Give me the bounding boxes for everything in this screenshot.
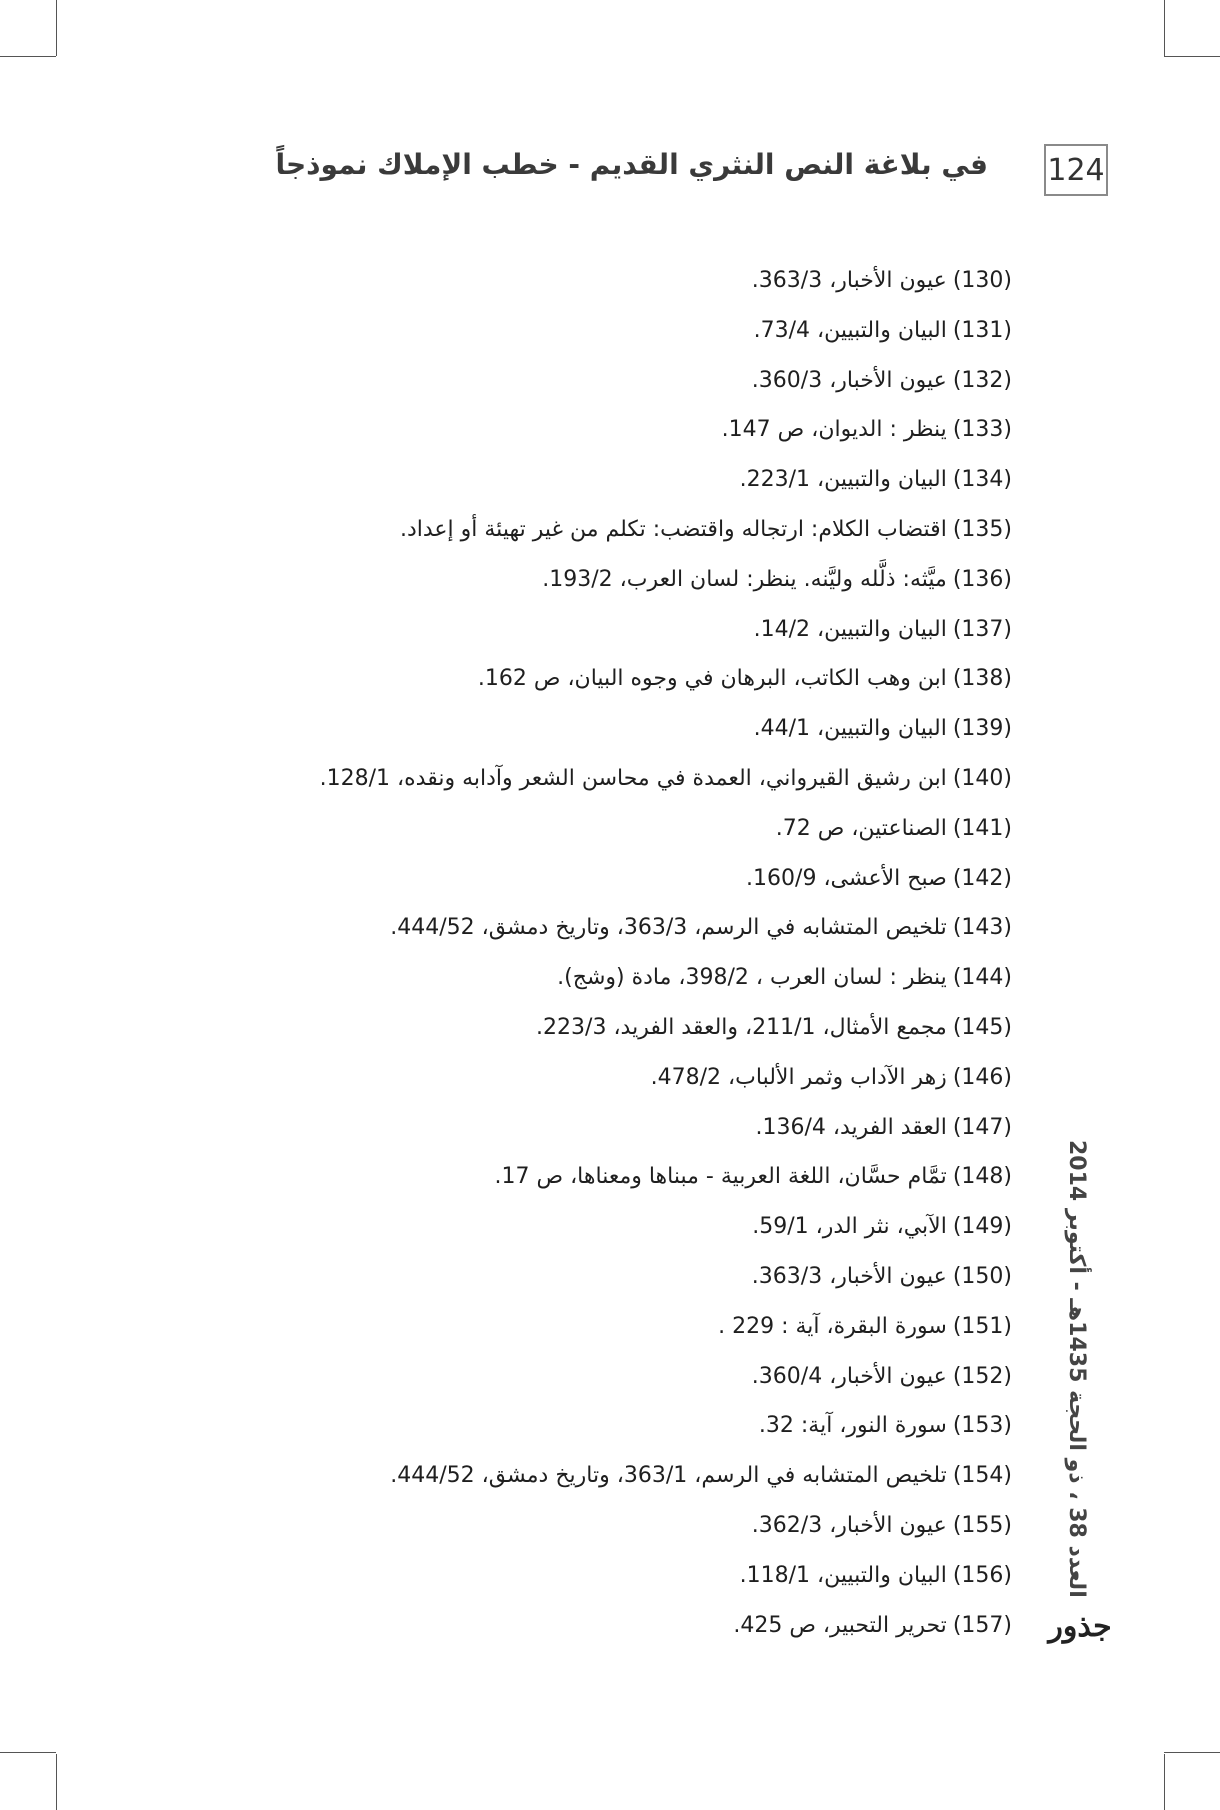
footnote-text: البيان والتبيين، 73/4. <box>753 317 947 343</box>
footnote-number: (149) <box>952 1214 1012 1240</box>
footnote-text: الصناعتين، ص 72. <box>775 815 947 841</box>
footnote-text: البيان والتبيين، 223/1. <box>739 467 947 493</box>
footnote-item <box>252 455 1012 505</box>
footnote-text: ينظر : لسان العرب ، 398/2، مادة (وشج). <box>557 965 947 991</box>
footnote-text: عيون الأخبار، 363/3. <box>751 1263 947 1289</box>
footnote-text: سورة النور، آية: 32. <box>758 1413 947 1439</box>
footnote-item <box>252 654 1012 704</box>
footnote-item <box>252 1601 1012 1651</box>
footnote-item <box>252 804 1012 854</box>
footnote-text: عيون الأخبار، 363/3. <box>751 268 947 293</box>
footnote-number: (134) <box>952 467 1012 493</box>
footnote-item <box>252 1401 1012 1451</box>
footnote-number: (157) <box>952 1612 1012 1638</box>
footnote-item <box>252 256 1012 306</box>
footnote-number: (139) <box>952 716 1012 742</box>
footnote-item <box>252 1202 1012 1252</box>
footnote-number: (152) <box>952 1363 1012 1389</box>
footnote-item <box>252 1302 1012 1352</box>
footnote-item <box>252 1352 1012 1402</box>
footnote-item <box>252 953 1012 1003</box>
footnote-number: (145) <box>952 1014 1012 1040</box>
footnote-text: البيان والتبيين، 118/1. <box>739 1562 947 1588</box>
footnote-text: تحرير التحبير، ص 425. <box>733 1612 947 1638</box>
footnote-item <box>252 356 1012 406</box>
crop-mark <box>0 56 56 57</box>
footnote-text: الآبي، نثر الدر، 59/1. <box>752 1214 947 1240</box>
footnote-number: (141) <box>952 815 1012 841</box>
footnote-item <box>252 1451 1012 1501</box>
footnote-text: مجمع الأمثال، 211/1، والعقد الفريد، 223/3. <box>536 1014 947 1040</box>
footnote-number: (138) <box>952 666 1012 692</box>
footnote-item <box>252 1501 1012 1551</box>
footnote-item <box>252 1152 1012 1202</box>
footnote-number: (156) <box>952 1562 1012 1588</box>
footnote-text: ميَّثه: ذلَّله وليَّنه. ينظر: لسان العرب، 193/2. <box>542 566 947 592</box>
running-title: في بلاغة النص النثري القديم - خطب الإملاك نموذجاً <box>275 148 988 181</box>
footnote-text: ابن وهب الكاتب، البرهان في وجوه البيان، ص 162. <box>477 666 947 692</box>
crop-mark <box>1164 1752 1220 1753</box>
footnote-number: (155) <box>952 1512 1012 1538</box>
footnote-text: تلخيص المتشابه في الرسم، 363/1، وتاريخ دمشق، 444/52. <box>390 1463 947 1489</box>
footnote-item <box>252 1053 1012 1103</box>
footnote-number: (144) <box>952 965 1012 991</box>
footnote-text: البيان والتبيين، 14/2. <box>753 616 947 642</box>
crop-mark <box>56 1754 57 1810</box>
footnote-item <box>252 1551 1012 1601</box>
footnote-item <box>252 405 1012 455</box>
footnote-text: صبح الأعشى، 160/9. <box>746 865 947 891</box>
footnote-number: (154) <box>952 1463 1012 1489</box>
footnote-text: زهر الآداب وثمر الألباب، 478/2. <box>650 1064 947 1090</box>
footnote-text: عيون الأخبار، 360/4. <box>751 1363 947 1389</box>
footnote-number: (142) <box>952 865 1012 891</box>
footnote-item <box>252 704 1012 754</box>
footnote-number: (143) <box>952 915 1012 941</box>
footnote-text: عيون الأخبار، 360/3. <box>751 367 947 393</box>
footnote-text: عيون الأخبار، 362/3. <box>751 1512 947 1538</box>
footnote-text: اقتضاب الكلام: ارتجاله واقتضب: تكلم من غير تهيئة أو إعداد. <box>399 516 947 542</box>
footnote-item <box>252 605 1012 655</box>
footnote-number: (130) <box>952 268 1012 293</box>
footnote-text: البيان والتبيين، 44/1. <box>753 716 947 742</box>
footnote-text: ينظر : الديوان، ص 147. <box>721 417 947 443</box>
journal-logo: جذور <box>1048 1609 1112 1644</box>
footnote-number: (147) <box>952 1114 1012 1140</box>
footnote-text: ابن رشيق القيرواني، العمدة في محاسن الشعر وآدابه ونقده، 128/1. <box>319 765 947 791</box>
footnote-text: تمَّام حسَّان، اللغة العربية - مبناها ومعناها، ص 17. <box>494 1164 947 1190</box>
footnote-item <box>252 903 1012 953</box>
crop-mark <box>0 1752 56 1753</box>
crop-mark <box>1164 1754 1165 1810</box>
crop-mark <box>1164 0 1165 56</box>
footnote-number: (133) <box>952 417 1012 443</box>
footnote-item <box>252 1003 1012 1053</box>
footnote-item <box>252 1252 1012 1302</box>
footnote-number: (137) <box>952 616 1012 642</box>
footnote-number: (132) <box>952 367 1012 393</box>
footnote-number: (135) <box>952 516 1012 542</box>
footnote-number: (151) <box>952 1313 1012 1339</box>
footnote-number: (150) <box>952 1263 1012 1289</box>
issue-info: العدد 38 ، ذو الحجة 1435هـ - أكتوبر 2014 <box>1064 1140 1089 1598</box>
footnote-item <box>252 555 1012 605</box>
footnote-number: (153) <box>952 1413 1012 1439</box>
footnote-number: (131) <box>952 317 1012 343</box>
page-number: 124 <box>1044 144 1108 196</box>
footnote-number: (140) <box>952 765 1012 791</box>
footnotes-list <box>252 256 1012 1650</box>
footnote-item <box>252 754 1012 804</box>
footnote-item <box>252 854 1012 904</box>
crop-mark <box>1164 56 1220 57</box>
footnote-number: (148) <box>952 1164 1012 1190</box>
footnote-item <box>252 505 1012 555</box>
footnote-item <box>252 306 1012 356</box>
footnote-item <box>252 1103 1012 1153</box>
footnote-text: تلخيص المتشابه في الرسم، 363/3، وتاريخ دمشق، 444/52. <box>390 915 947 941</box>
footnote-number: (146) <box>952 1064 1012 1090</box>
crop-mark <box>56 0 57 56</box>
footnote-text: العقد الفريد، 136/4. <box>755 1114 947 1140</box>
footnote-text: سورة البقرة، آية : 229 . <box>718 1313 947 1339</box>
footnote-number: (136) <box>952 566 1012 592</box>
